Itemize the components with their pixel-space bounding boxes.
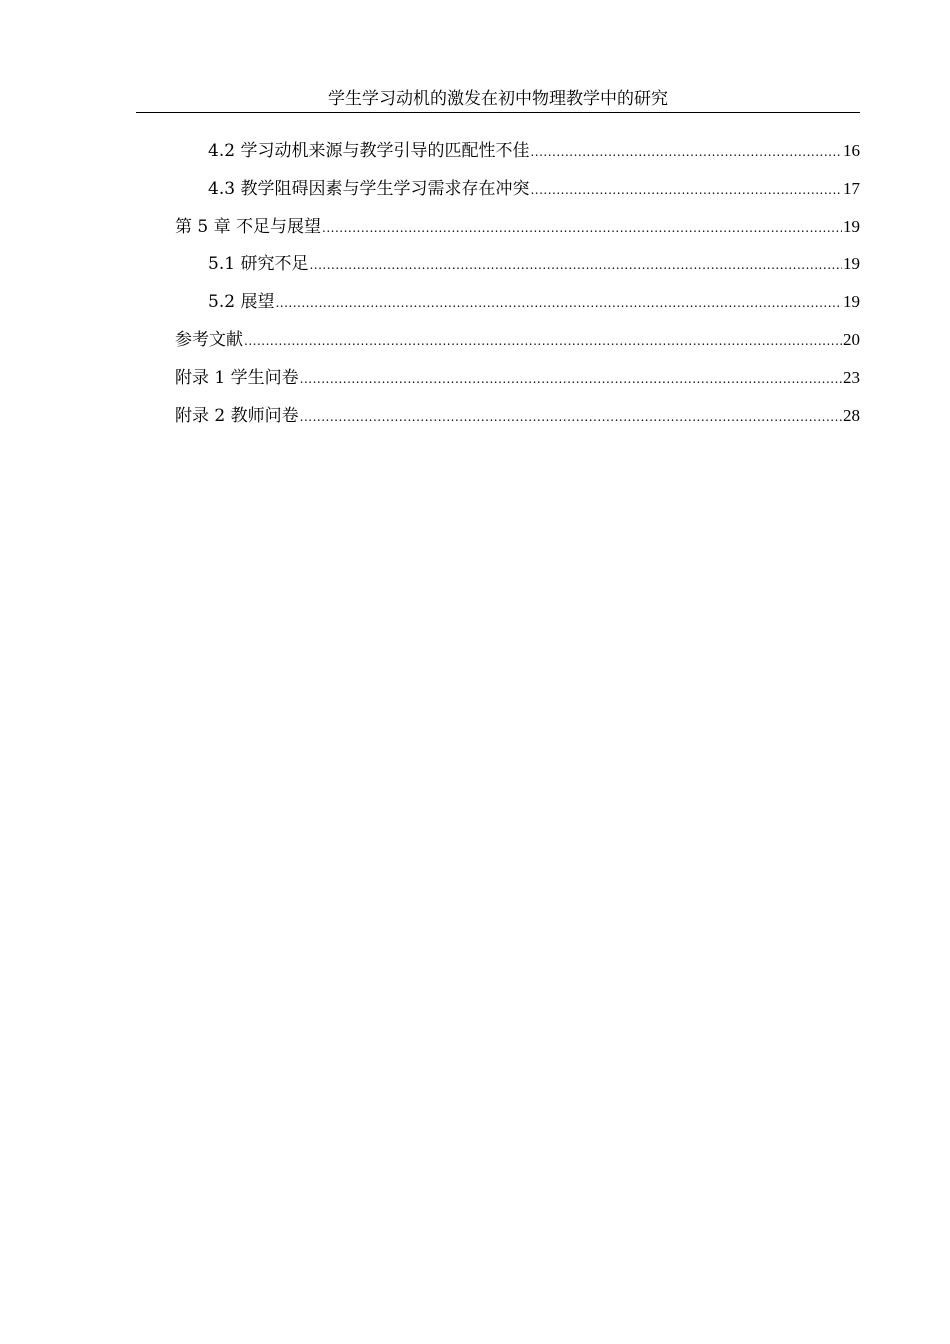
toc-entry-title: 第 5 章 不足与展望 bbox=[175, 216, 322, 237]
toc-dot-leader bbox=[309, 247, 842, 285]
toc-page-number: 19 bbox=[843, 292, 860, 312]
toc-entry-title: 5.1 研究不足 bbox=[208, 254, 309, 275]
toc-dot-leader bbox=[322, 210, 842, 248]
table-of-contents bbox=[175, 132, 860, 434]
toc-entry-title: 附录 2 教师问卷 bbox=[175, 405, 299, 426]
toc-dot-leader bbox=[300, 399, 842, 437]
toc-entry-appendix-2[interactable] bbox=[175, 397, 860, 435]
toc-dot-leader bbox=[300, 361, 842, 399]
toc-entry-title: 附录 1 学生问卷 bbox=[175, 367, 299, 388]
toc-entry-4-3[interactable] bbox=[175, 170, 860, 208]
toc-entry-title: 参考文献 bbox=[175, 329, 243, 350]
toc-entry-4-2[interactable] bbox=[175, 132, 860, 170]
toc-page-number: 28 bbox=[843, 405, 860, 425]
toc-dot-leader bbox=[244, 323, 842, 361]
toc-dot-leader bbox=[530, 134, 842, 172]
toc-page-number: 17 bbox=[843, 178, 860, 198]
toc-entry-chapter-5[interactable] bbox=[175, 208, 860, 246]
toc-entry-5-2[interactable] bbox=[175, 283, 860, 321]
toc-dot-leader bbox=[275, 285, 842, 323]
toc-entry-title: 4.3 教学阻碍因素与学生学习需求存在冲突 bbox=[208, 178, 530, 199]
toc-page-number: 19 bbox=[843, 216, 860, 236]
toc-entry-5-1[interactable] bbox=[175, 245, 860, 283]
toc-page-number: 16 bbox=[843, 141, 860, 160]
toc-page-number: 19 bbox=[843, 254, 860, 274]
toc-entry-title: 4.2 学习动机来源与教学引导的匹配性不佳 bbox=[208, 141, 530, 161]
toc-page-number: 20 bbox=[843, 329, 860, 349]
toc-page-number: 23 bbox=[843, 367, 860, 387]
toc-entry-references[interactable] bbox=[175, 321, 860, 359]
page-header bbox=[136, 86, 860, 113]
toc-entry-title: 5.2 展望 bbox=[208, 292, 275, 313]
toc-entry-appendix-1[interactable] bbox=[175, 359, 860, 397]
toc-dot-leader bbox=[530, 172, 842, 210]
document-title: 学生学习动机的激发在初中物理教学中的研究 bbox=[328, 89, 668, 109]
